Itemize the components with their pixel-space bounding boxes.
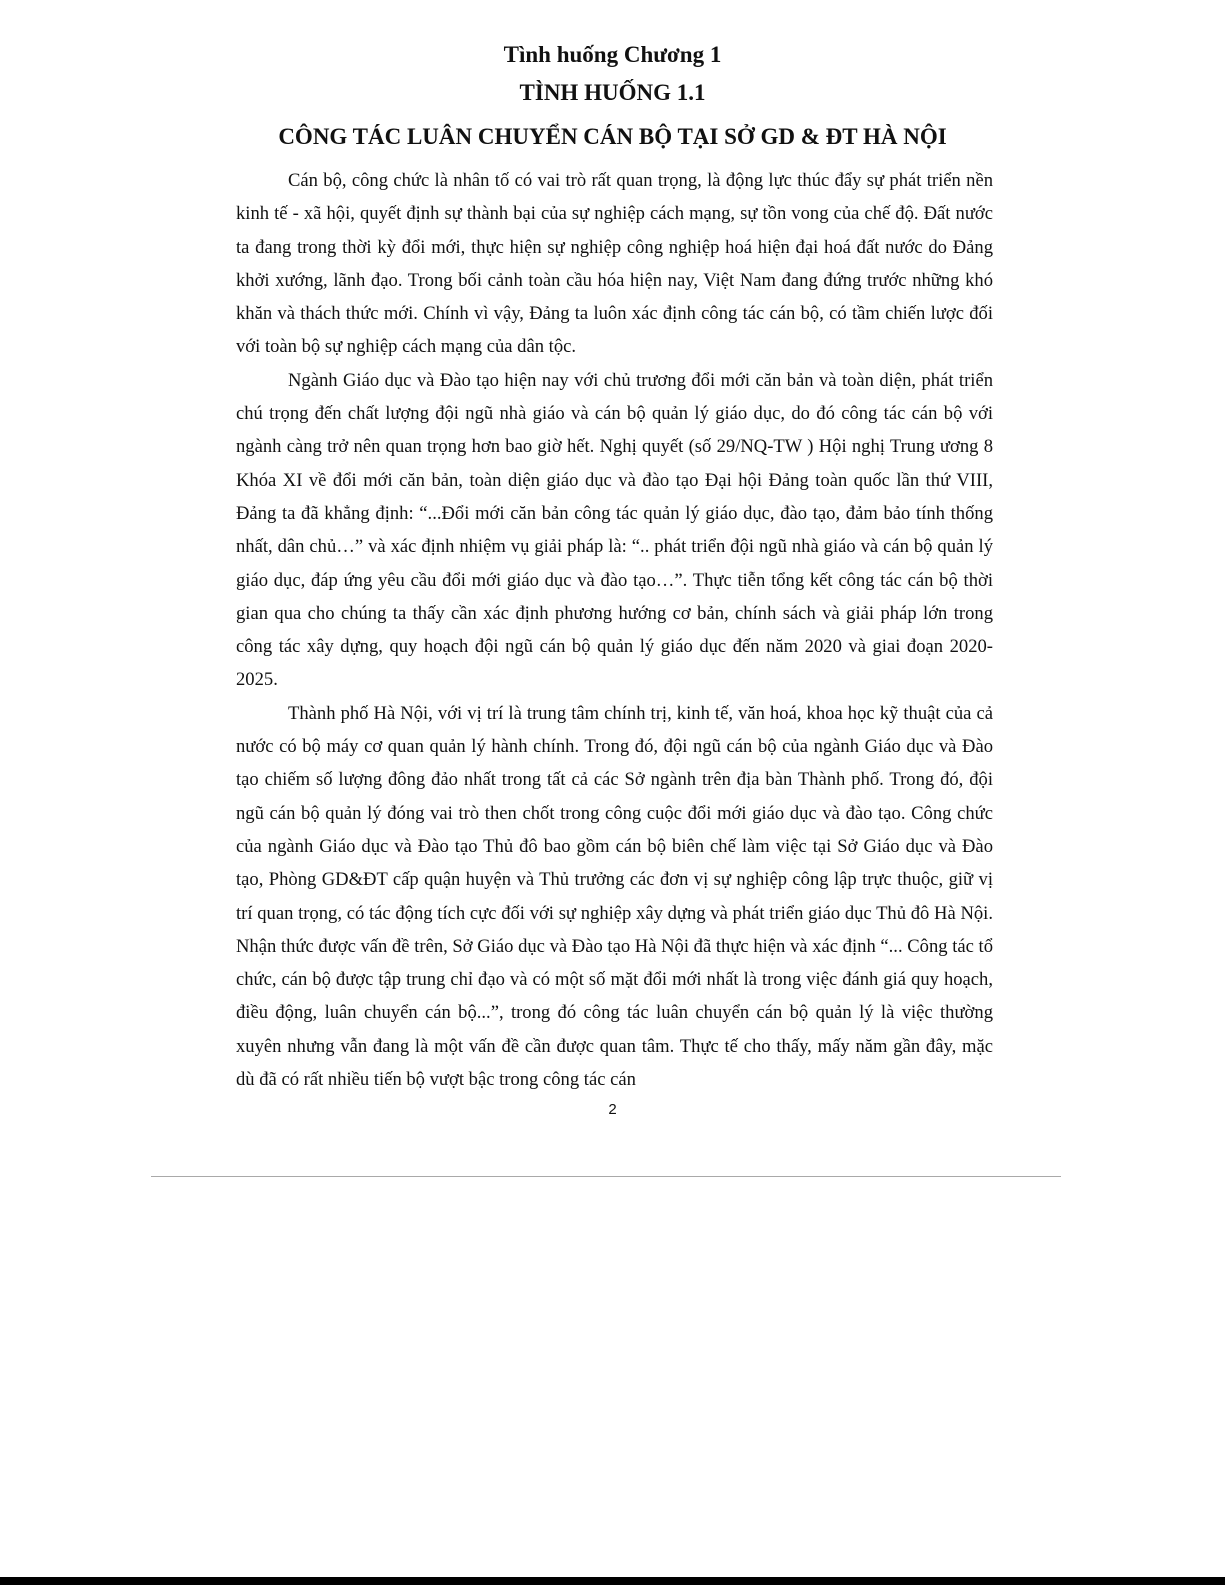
- case-heading: TÌNH HUỐNG 1.1: [519, 80, 706, 105]
- page-number: 2: [608, 1101, 617, 1118]
- chapter-heading: Tình huống Chương 1: [503, 42, 722, 67]
- bottom-edge-bar: [0, 1577, 1225, 1585]
- case-title: CÔNG TÁC LUÂN CHUYỂN CÁN BỘ TẠI SỞ GD & ĐT HÀ NỘI: [278, 124, 947, 149]
- paragraph-3: Thành phố Hà Nội, với vị trí là trung tâm chính trị, kinh tế, văn hoá, khoa học kỹ thuật của cả nước có bộ máy cơ quan quản lý hành chính. Trong đó, đội ngũ cán bộ của ngành Giáo dục và Đào tạo chiếm số lượng đông đảo nhất trong tất cả các Sở ngành trên địa bàn Thành phố. Trong đó, đội ngũ cán bộ quản lý đóng vai trò then chốt trong công cuộc đổi mới giáo dục và đào tạo. Công chức của ngành Giáo dục và Đào tạo Thủ đô bao gồm cán bộ biên chế làm việc tại Sở Giáo dục và Đào tạo, Phòng GD&ĐT cấp quận huyện và Thủ trưởng các đơn vị sự nghiệp công lập trực thuộc, giữ vị trí quan trọng, có tác động tích cực đối với sự nghiệp xây dựng và phát triển giáo dục Thủ đô Hà Nội. Nhận thức được vấn đề trên, Sở Giáo dục và Đào tạo Hà Nội đã thực hiện và xác định “... Công tác tổ chức, cán bộ được tập trung chỉ đạo và có một số mặt đổi mới nhất là trong việc đánh giá quy hoạch, điều động, luân chuyển cán bộ...”, trong đó công tác luân chuyển cán bộ quản lý là việc thường xuyên nhưng vẫn đang là một vấn đề cần được quan tâm. Thực tế cho thấy, mấy năm gần đây, mặc dù đã có rất nhiều tiến bộ vượt bậc trong công tác cán: [236, 702, 993, 1091]
- document-body: [236, 164, 993, 1096]
- paragraph-1: Cán bộ, công chức là nhân tố có vai trò rất quan trọng, là động lực thúc đẩy sự phát triển nền kinh tế - xã hội, quyết định sự thành bại của sự nghiệp cách mạng, sự tồn vong của chế độ. Đất nước ta đang trong thời kỳ đổi mới, thực hiện sự nghiệp công nghiệp hoá hiện đại hoá đất nước do Đảng khởi xướng, lãnh đạo. Trong bối cảnh toàn cầu hóa hiện nay, Việt Nam đang đứng trước những khó khăn và thách thức mới. Chính vì vậy, Đảng ta luôn xác định công tác cán bộ, có tầm chiến lược đối với toàn bộ sự nghiệp cách mạng của dân tộc.: [236, 170, 993, 358]
- paragraph-2: Ngành Giáo dục và Đào tạo hiện nay với chủ trương đổi mới căn bản và toàn diện, phát triển chú trọng đến chất lượng đội ngũ nhà giáo và cán bộ quản lý giáo dục, do đó công tác cán bộ với ngành càng trở nên quan trọng hơn bao giờ hết. Nghị quyết (số 29/NQ-TW ) Hội nghị Trung ương 8 Khóa XI về đổi mới căn bản, toàn diện giáo dục và đào tạo Đại hội Đảng toàn quốc lần thứ VIII, Đảng ta đã khẳng định: “...Đổi mới căn bản công tác quản lý giáo dục, đào tạo, đảm bảo tính thống nhất, dân chủ…” và xác định nhiệm vụ giải pháp là: “.. phát triển đội ngũ nhà giáo và cán bộ quản lý giáo dục, đáp ứng yêu cầu đổi mới giáo dục và đào tạo…”. Thực tiễn tổng kết công tác cán bộ thời gian qua cho chúng ta thấy cần xác định phương hướng cơ bản, chính sách và giải pháp lớn trong công tác xây dựng, quy hoạch đội ngũ cán bộ quản lý giáo dục đến năm 2020 và giai đoạn 2020-2025.: [236, 369, 993, 691]
- page-separator: [151, 1176, 1061, 1177]
